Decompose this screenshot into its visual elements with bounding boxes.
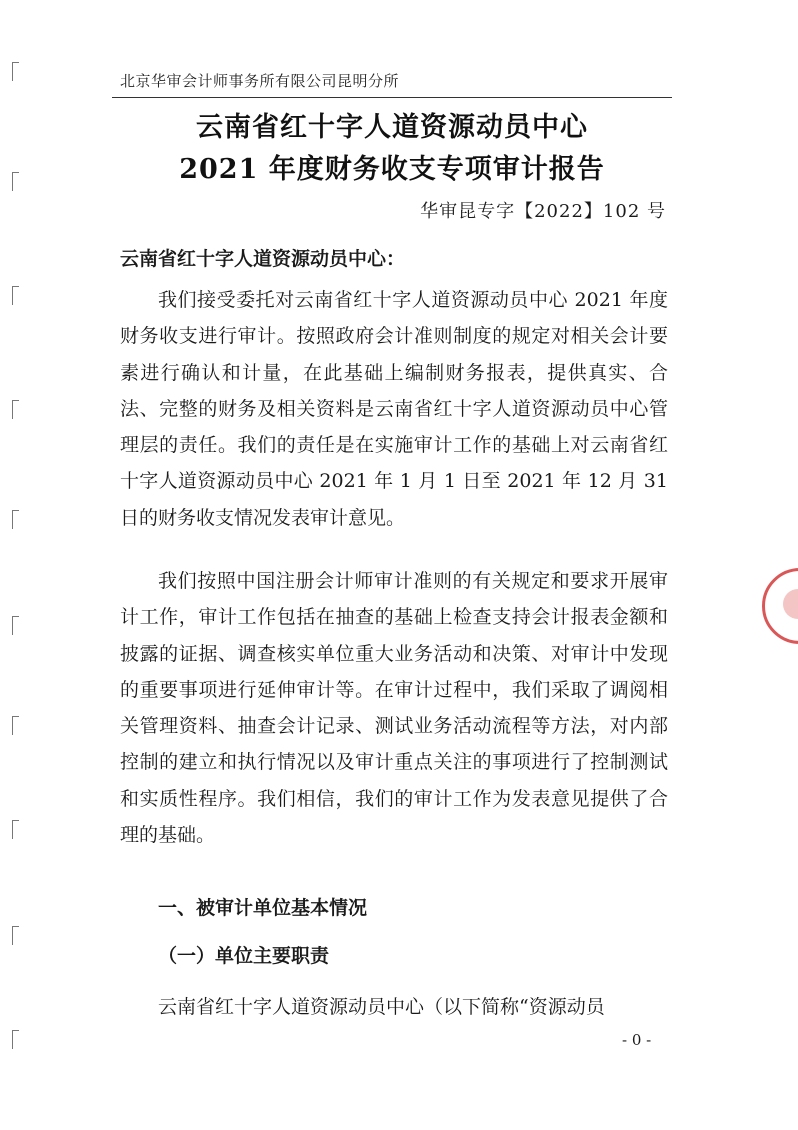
header-rule [112,97,672,98]
binding-mark [12,510,19,529]
header-firm-name: 北京华审会计师事务所有限公司昆明分所 [120,72,400,90]
paragraph-responsibility: 我们接受委托对云南省红十字人道资源动员中心 2021 年度财务收支进行审计。按照政府会计准则制度的规定对相关会计要素进行确认和计量，在此基础上编制财务报表，提供真实、合法、完整的财务及相关资料是云南省红十字人道资源动员中心管理层的责任。我们的责任是在实施审计工作的基础上对云南省红十字人道资源动员中心 2021 年 1 月 1 日至 2021 年 12 月 31 日的财务收支情况发表审计意见。 [120,289,668,529]
report-title-line2: 2021 年度财务收支专项审计报告 [179,154,605,185]
report-title-line1: 云南省红十字人道资源动员中心 [196,112,588,143]
paragraph-unit-intro: 云南省红十字人道资源动员中心（以下简称“资源动员 [158,996,605,1018]
subsection-heading: （一）单位主要职责 [158,945,330,967]
salutation: 云南省红十字人道资源动员中心： [120,248,406,270]
binding-mark [12,400,19,419]
binding-mark [12,616,19,635]
seal-stamp-edge [762,568,798,644]
document-number: 华审昆专字【2022】102 号 [420,201,666,222]
section-heading: 一、被审计单位基本情况 [158,897,368,919]
binding-mark [12,286,19,305]
binding-mark [12,172,19,191]
binding-mark [12,820,19,839]
binding-mark [12,926,19,945]
binding-mark [12,716,19,735]
page-number: - 0 - [622,1031,652,1049]
paragraph-audit-scope: 我们按照中国注册会计师审计准则的有关规定和要求开展审计工作，审计工作包括在抽查的基础上检查支持会计报表金额和披露的证据、调查核实单位重大业务活动和决策、对审计中发现的重要事项进行延伸审计等。在审计过程中，我们采取了调阅相关管理资料、抽查会计记录、测试业务活动流程等方法，对内部控制的建立和执行情况以及审计重点关注的事项进行了控制测试和实质性程序。我们相信，我们的审计工作为发表意见提供了合理的基础。 [120,570,668,847]
binding-mark [12,62,19,81]
binding-mark [12,1030,19,1049]
